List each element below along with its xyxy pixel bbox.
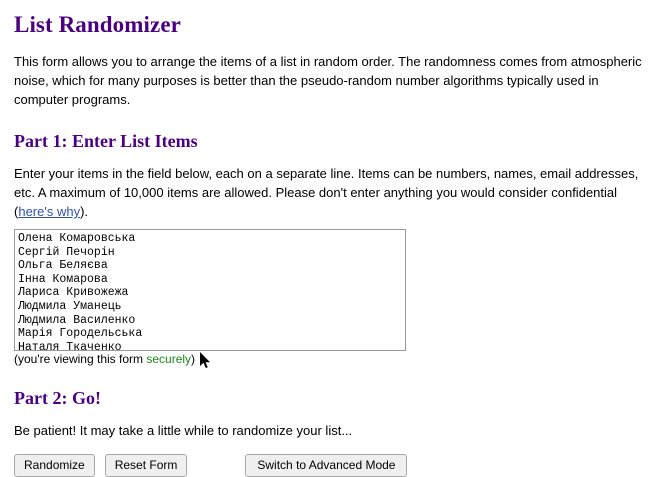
secure-form-note — [14, 352, 644, 366]
heres-why-link[interactable]: here's why — [18, 204, 81, 219]
button-row — [14, 454, 644, 477]
secure-note-prefix: (you're viewing this form — [14, 352, 147, 366]
reset-form-button[interactable]: Reset Form — [105, 454, 188, 477]
randomize-button[interactable]: Randomize — [14, 454, 95, 477]
part2-heading: Part 2: Go! — [14, 388, 101, 408]
instructions-text-before: Enter your items in the field below, each on a separate line. Items can be numbers, names, email addresses, etc. A maximum of 10,000 items are allowed. Please don't enter anything you would consider confidential ( — [14, 166, 639, 219]
secure-note-suffix: ) — [191, 352, 196, 366]
part2-note: Be patient! It may take a little while to randomize your list... — [14, 423, 353, 438]
page-title: List Randomizer — [14, 12, 181, 37]
part1-instructions — [14, 164, 644, 221]
list-items-input[interactable] — [14, 229, 406, 351]
part1-heading: Part 1: Enter List Items — [14, 131, 198, 151]
secure-keyword: securely — [146, 352, 192, 366]
intro-paragraph: This form allows you to arrange the items of a list in random order. The randomness comes from atmospheric noise, which for many purposes is better than the pseudo-random number algorithms typically used in computer programs. — [14, 54, 642, 107]
switch-advanced-mode-button[interactable]: Switch to Advanced Mode — [245, 454, 407, 477]
instructions-text-after: ). — [80, 204, 89, 219]
